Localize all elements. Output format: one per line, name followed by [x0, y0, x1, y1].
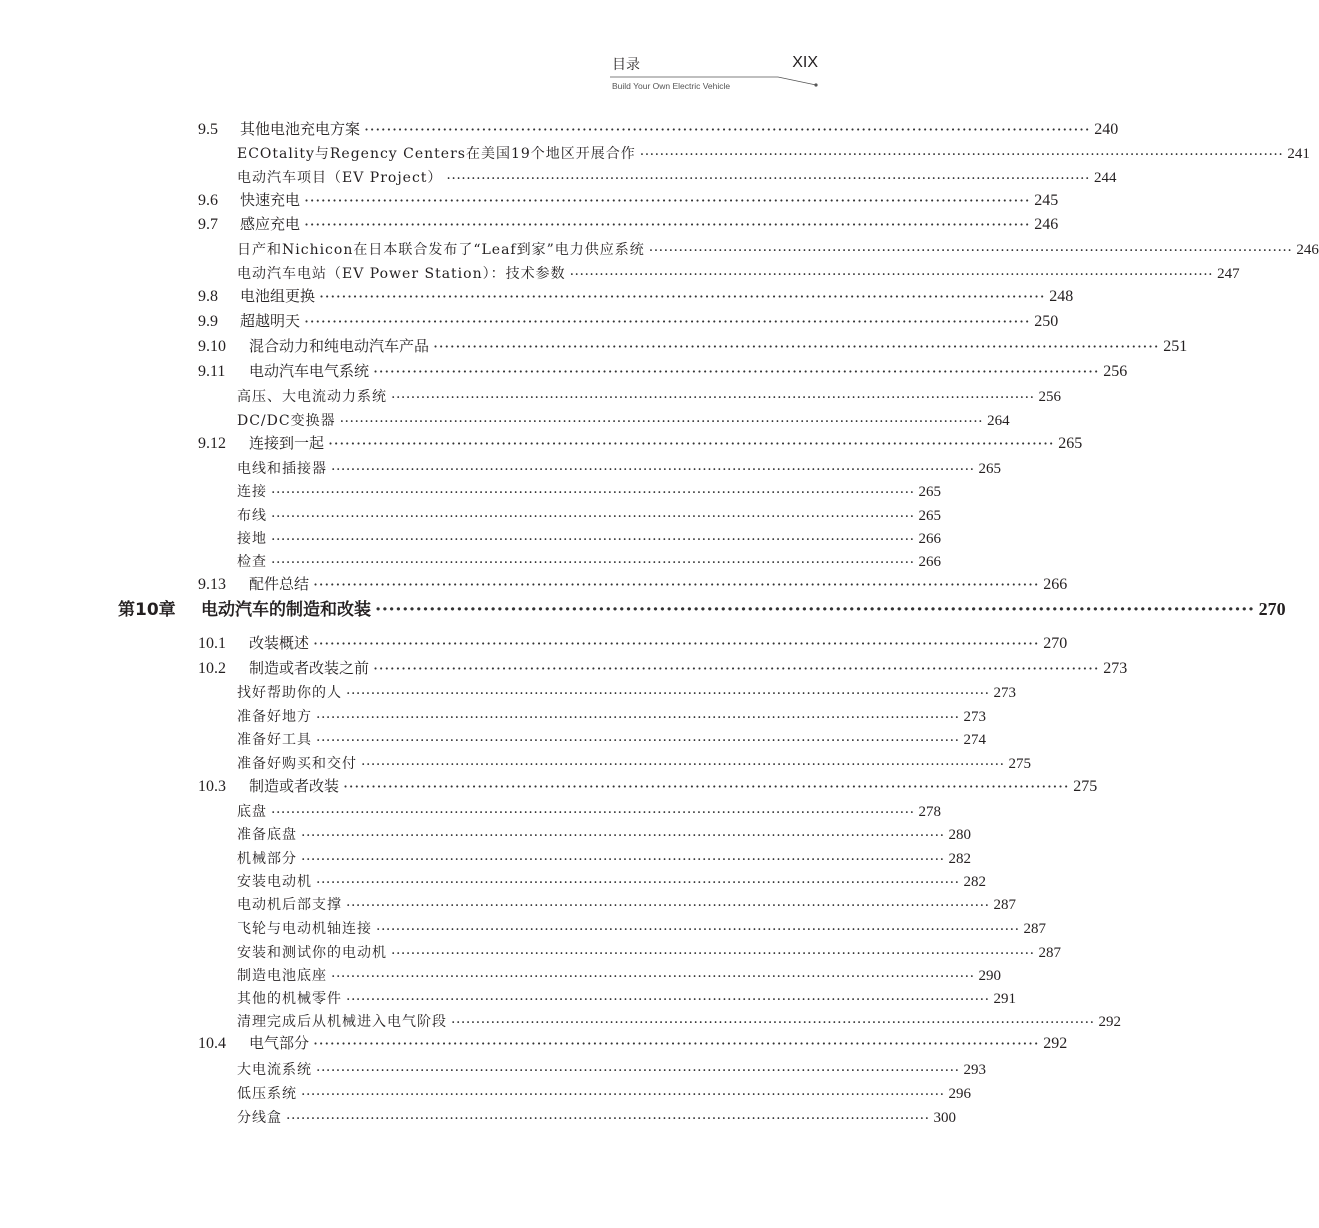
toc-entry-number: 9.9 [198, 313, 218, 330]
toc-dot-leader: ·································································································································· [391, 946, 1035, 962]
toc-entry-page: 265 [918, 508, 942, 524]
toc-section-entry[interactable] [198, 115, 1119, 139]
toc-dot-leader: ·································································································································· [316, 710, 960, 726]
toc-entry-title: 其他电池充电方案 [240, 120, 361, 138]
toc-subsection-entry[interactable] [237, 678, 1017, 702]
toc-dot-leader: ·································································································································· [304, 215, 1031, 234]
toc-entry-page: 293 [963, 1062, 987, 1078]
toc-entry-page: 273 [963, 709, 987, 725]
toc-entry-page: 251 [1163, 338, 1188, 355]
toc-entry-page: 256 [1103, 363, 1128, 380]
toc-dot-leader: ·································································································································· [313, 634, 1040, 653]
toc-entry-title: 电线和插接器 [237, 461, 327, 477]
toc-subsection-entry[interactable] [237, 259, 1240, 283]
toc-subsection-entry[interactable] [237, 890, 1017, 914]
toc-dot-leader: ·································································································································· [271, 485, 915, 501]
toc-subsection-entry[interactable] [237, 1007, 1122, 1031]
toc-dot-leader: ·································································································································· [316, 1063, 960, 1079]
toc-subsection-entry[interactable] [237, 725, 987, 749]
toc-entry-title: 检查 [237, 554, 267, 570]
toc-section-entry[interactable] [198, 186, 1059, 210]
toc-dot-leader: ·································································································································· [313, 575, 1040, 594]
toc-entry-title: 安装和测试你的电动机 [237, 945, 387, 961]
toc-entry-page: 275 [1008, 756, 1032, 772]
toc-entry-title: 大电流系统 [237, 1062, 312, 1078]
toc-entry-title: 高压、大电流动力系统 [237, 389, 387, 405]
toc-entry-title: 超越明天 [240, 312, 301, 330]
toc-subsection-entry[interactable] [237, 820, 972, 844]
toc-entry-page: 296 [948, 1086, 972, 1102]
toc-entry-title: 连接到一起 [249, 434, 325, 452]
toc-entry-page: 256 [1038, 389, 1062, 405]
toc-entry-number: 9.11 [198, 363, 226, 380]
toc-subsection-entry[interactable] [237, 547, 942, 571]
toc-entry-title: 快速充电 [240, 191, 301, 209]
toc-dot-leader: ·································································································································· [304, 312, 1031, 331]
toc-entry-number: 9.12 [198, 435, 226, 452]
header-page-number: XIX [792, 54, 818, 71]
toc-dot-leader: ·································································································································· [319, 287, 1046, 306]
toc-entry-page: 275 [1073, 778, 1098, 795]
toc-entry-title: 电动机后部支撑 [237, 897, 342, 913]
toc-section-entry[interactable] [198, 429, 1083, 453]
toc-dot-leader: ·································································································································· [304, 191, 1031, 210]
toc-entry-title: DC/DC变换器 [237, 413, 336, 429]
toc-entry-title: 配件总结 [249, 575, 310, 593]
toc-subsection-entry[interactable] [237, 382, 1062, 406]
toc-entry-page: 287 [1038, 945, 1062, 961]
toc-dot-leader: ·································································································································· [639, 147, 1284, 163]
toc-entry-title: 制造或者改装 [249, 777, 340, 795]
toc-entry-title: 飞轮与电动机轴连接 [237, 921, 372, 937]
toc-dot-leader: ·································································································································· [271, 805, 915, 821]
toc-dot-leader: ·································································································································· [433, 337, 1160, 356]
toc-section-entry[interactable] [198, 282, 1074, 306]
toc-entry-page: 270 [1258, 599, 1286, 619]
toc-entry-page: 287 [993, 897, 1017, 913]
toc-dot-leader: ·································································································································· [373, 659, 1100, 678]
toc-entry-page: 266 [918, 531, 942, 547]
toc-section-entry[interactable] [198, 629, 1068, 653]
toc-entry-title: 其他的机械零件 [237, 991, 342, 1007]
toc-entry-number: 9.7 [198, 216, 218, 233]
toc-entry-title: 连接 [237, 484, 267, 500]
toc-subsection-entry[interactable] [237, 749, 1032, 773]
toc-entry-title: 准备好购买和交付 [237, 756, 357, 772]
toc-section-entry[interactable] [198, 210, 1059, 234]
toc-entry-title: 制造或者改装之前 [249, 659, 370, 677]
header-title: 目录 [612, 57, 640, 73]
toc-subsection-entry[interactable] [237, 867, 987, 891]
toc-entry-page: 265 [978, 461, 1002, 477]
toc-entry-page: 282 [963, 874, 987, 890]
toc-entry-page: 282 [948, 851, 972, 867]
toc-entry-page: 266 [1043, 576, 1068, 593]
toc-subsection-entry[interactable] [237, 702, 987, 726]
toc-entry-number: 第10章 [118, 600, 176, 620]
toc-entry-page: 247 [1217, 266, 1240, 282]
toc-dot-leader: ·································································································································· [451, 1015, 1095, 1031]
toc-entry-title: 准备好地方 [237, 709, 312, 725]
toc-section-entry[interactable] [198, 1029, 1068, 1053]
toc-entry-title: 准备好工具 [237, 732, 312, 748]
toc-entry-page: 273 [993, 685, 1017, 701]
toc-section-entry[interactable] [198, 357, 1128, 381]
toc-dot-leader: ·································································································································· [569, 267, 1214, 283]
toc-entry-title: 机械部分 [237, 851, 297, 867]
toc-entry-number: 10.4 [198, 1035, 226, 1052]
toc-entry-number: 10.3 [198, 778, 226, 795]
toc-entry-page: 278 [918, 804, 942, 820]
toc-entry-title: 感应充电 [240, 215, 301, 233]
toc-entry-title: 电池组更换 [240, 287, 316, 305]
toc-dot-leader: ·································································································································· [331, 969, 975, 985]
toc-chapter-entry[interactable] [118, 596, 1286, 620]
toc-entry-title: 电气部分 [249, 1034, 310, 1052]
toc-dot-leader: ·································································································································· [373, 362, 1100, 381]
toc-entry-title: 日产和Nichicon在日本联合发布了“Leaf到家”电力供应系统 [237, 242, 645, 258]
toc-dot-leader: ·································································································································· [328, 434, 1055, 453]
toc-subsection-entry[interactable] [237, 163, 1117, 187]
toc-section-entry[interactable] [198, 654, 1128, 678]
toc-dot-leader: ·································································································································· [271, 532, 915, 548]
toc-dot-leader: ·································································································································· [271, 509, 915, 525]
toc-subsection-entry[interactable] [237, 1055, 987, 1079]
toc-entry-page: 246 [1296, 242, 1319, 258]
toc-dot-leader: ·································································································································· [361, 757, 1005, 773]
toc-entry-page: 266 [918, 554, 942, 570]
toc-entry-title: 电动汽车电气系统 [249, 362, 370, 380]
toc-entry-page: 265 [918, 484, 942, 500]
toc-dot-leader: ·································································································································· [301, 828, 945, 844]
toc-subsection-entry[interactable] [237, 454, 1002, 478]
toc-entry-title: 安装电动机 [237, 874, 312, 890]
toc-subsection-entry[interactable] [237, 984, 1017, 1008]
toc-entry-title: 电动汽车的制造和改装 [201, 600, 371, 620]
toc-dot-leader: ·································································································································· [648, 243, 1293, 259]
toc-dot-leader: ·································································································································· [301, 1087, 945, 1103]
toc-entry-title: 布线 [237, 508, 267, 524]
toc-entry-title: 找好帮助你的人 [237, 685, 342, 701]
toc-subsection-entry[interactable] [237, 914, 1047, 938]
toc-subsection-entry[interactable] [237, 406, 1010, 430]
toc-entry-title: 制造电池底座 [237, 968, 327, 984]
toc-dot-leader: ·································································································································· [375, 599, 1255, 620]
toc-subsection-entry[interactable] [237, 1103, 957, 1127]
toc-entry-page: 292 [1098, 1014, 1122, 1030]
toc-entry-page: 292 [1043, 1035, 1068, 1052]
toc-entry-title: 准备底盘 [237, 827, 297, 843]
toc-entry-title: 电动汽车项目（EV Project） [237, 170, 443, 186]
toc-entry-title: 改装概述 [249, 634, 310, 652]
toc-entry-page: 300 [933, 1110, 957, 1126]
toc-entry-number: 9.13 [198, 576, 226, 593]
toc-entry-page: 241 [1287, 146, 1310, 162]
toc-entry-page: 250 [1034, 313, 1059, 330]
toc-entry-title: ECOtality与Regency Centers在美国19个地区开展合作 [237, 146, 636, 162]
toc-section-entry[interactable] [198, 307, 1059, 331]
toc-entry-page: 273 [1103, 660, 1128, 677]
toc-section-entry[interactable] [198, 570, 1068, 594]
toc-subsection-entry[interactable] [237, 524, 942, 548]
toc-entry-page: 291 [993, 991, 1017, 1007]
toc-entry-title: 底盘 [237, 804, 267, 820]
toc-dot-leader: ·································································································································· [316, 733, 960, 749]
toc-dot-leader: ·································································································································· [301, 852, 945, 868]
toc-subsection-entry[interactable] [237, 938, 1062, 962]
toc-dot-leader: ·································································································································· [376, 922, 1020, 938]
toc-dot-leader: ·································································································································· [316, 875, 960, 891]
toc-entry-title: 分线盒 [237, 1110, 282, 1126]
header-book-title: Build Your Own Electric Vehicle [612, 81, 731, 91]
toc-subsection-entry[interactable] [237, 139, 1310, 163]
toc-subsection-entry[interactable] [237, 1079, 972, 1103]
toc-entry-number: 9.8 [198, 288, 218, 305]
toc-dot-leader: ·································································································································· [346, 898, 990, 914]
toc-subsection-entry[interactable] [237, 477, 942, 501]
toc-entry-page: 290 [978, 968, 1002, 984]
toc-subsection-entry[interactable] [237, 501, 942, 525]
toc-subsection-entry[interactable] [237, 844, 972, 868]
toc-entry-number: 9.10 [198, 338, 226, 355]
toc-entry-page: 287 [1023, 921, 1047, 937]
toc-entry-number: 10.2 [198, 660, 226, 677]
toc-dot-leader: ·································································································································· [364, 120, 1091, 139]
toc-entry-page: 265 [1058, 435, 1083, 452]
toc-entry-number: 9.5 [198, 121, 218, 138]
toc-entry-title: 低压系统 [237, 1086, 297, 1102]
toc-entry-number: 9.6 [198, 192, 218, 209]
toc-dot-leader: ·································································································································· [343, 777, 1070, 796]
toc-entry-page: 240 [1094, 121, 1119, 138]
toc-dot-leader: ·································································································································· [339, 414, 984, 430]
toc-dot-leader: ·································································································································· [346, 686, 990, 702]
toc-dot-leader: ·································································································································· [271, 555, 915, 571]
toc-dot-leader: ·································································································································· [391, 390, 1035, 406]
toc-dot-leader: ·································································································································· [286, 1111, 930, 1127]
toc-entry-page: 280 [948, 827, 972, 843]
toc-entry-page: 274 [963, 732, 987, 748]
toc-subsection-entry[interactable] [237, 961, 1002, 985]
toc-entry-page: 248 [1049, 288, 1074, 305]
toc-entry-page: 244 [1093, 170, 1117, 186]
toc-entry-title: 混合动力和纯电动汽车产品 [249, 337, 430, 355]
toc-section-entry[interactable] [198, 772, 1098, 796]
toc-entry-number: 10.1 [198, 635, 226, 652]
toc-entry-title: 接地 [237, 531, 267, 547]
toc-subsection-entry[interactable] [237, 797, 942, 821]
toc-dot-leader: ·································································································································· [446, 171, 1090, 187]
toc-entry-title: 清理完成后从机械进入电气阶段 [237, 1014, 447, 1030]
toc-entry-page: 264 [987, 413, 1010, 429]
toc-entry-title: 电动汽车电站（EV Power Station）：技术参数 [237, 266, 566, 282]
toc-entry-page: 245 [1034, 192, 1059, 209]
toc-dot-leader: ·································································································································· [346, 992, 990, 1008]
toc-entry-page: 246 [1034, 216, 1059, 233]
toc-dot-leader: ·································································································································· [331, 462, 975, 478]
toc-subsection-entry[interactable] [237, 235, 1319, 259]
toc-entry-page: 270 [1043, 635, 1068, 652]
toc-section-entry[interactable] [198, 332, 1188, 356]
toc-dot-leader: ·································································································································· [313, 1034, 1040, 1053]
